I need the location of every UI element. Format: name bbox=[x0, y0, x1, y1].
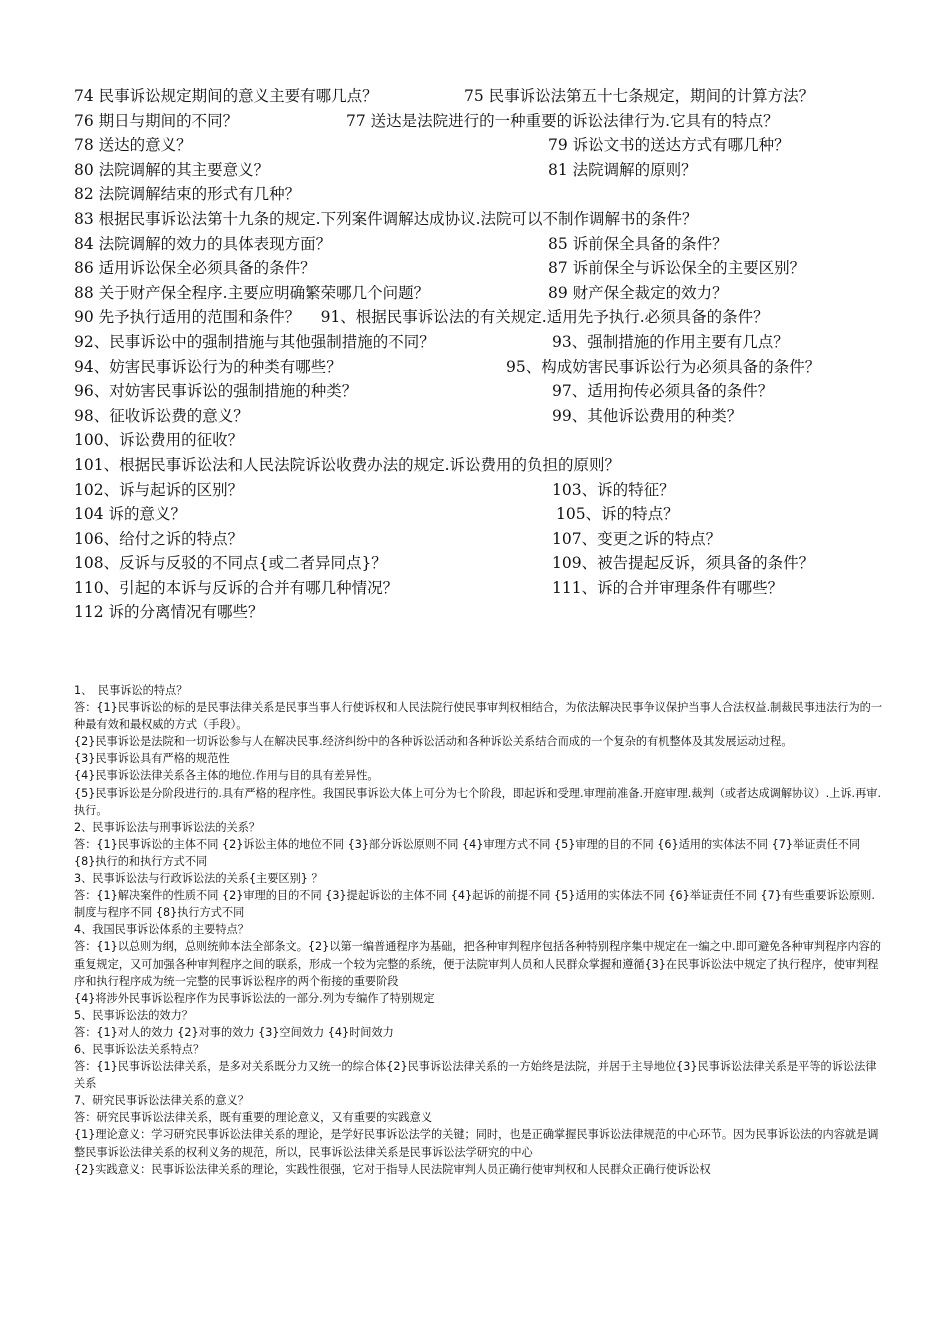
question-item: 99、其他诉讼费用的种类？ bbox=[552, 406, 743, 425]
question-item: 97、适用拘传必须具备的条件？ bbox=[552, 382, 774, 401]
question-item: 108、反诉与反驳的不同点{或二者异同点}？ bbox=[74, 554, 387, 573]
question-row bbox=[74, 207, 894, 232]
answer-heading: 6、民事诉讼法关系特点？ bbox=[74, 1042, 205, 1056]
question-item: 112 诉的分离情况有哪些？ bbox=[74, 603, 264, 622]
answer-text: 答：{1}对人的效力 {2}对事的效力 {3}空间效力 {4}时间效力 bbox=[74, 1025, 394, 1039]
question-item: 75 民事诉讼法第五十七条规定，期间的计算方法？ bbox=[464, 87, 815, 105]
answer-text: {4}民事诉讼法律关系各主体的地位.作用与目的具有差异性。 bbox=[74, 769, 379, 783]
answer-text: 答：{1}民事诉讼的主体不同 {2}诉讼主体的地位不同 {3}部分诉讼原则不同 {4}审理方式不同 {5}审理的目的不同 {6}适用的实体法不同 {7}举证责任不同 {8}执行的和执行方式不同 bbox=[74, 837, 861, 868]
question-list bbox=[74, 84, 894, 625]
answer-text: 答：{1}以总则为纲，总则统帅本法全部条文。{2}以第一编普通程序为基础，把各种审判程序包括各种特别程序集中规定在一编之中.即可避免各种审判程序内容的重复规定，又可加强各种审判程序之间的联系，形成一个较为完整的系统，便于法院审判人员和人民群众掌握和遵循{3}在民事诉讼法中规定了执行程序，使审判程序和执行程序成为统一完整的民事诉讼程序的两个衔接的重要阶段 bbox=[74, 940, 882, 988]
question-item: 89 财产保全裁定的效力？ bbox=[548, 283, 728, 302]
question-row bbox=[74, 527, 894, 552]
question-item: 88 关于财产保全程序.主要应明确繁荣哪几个问题？ bbox=[74, 283, 430, 302]
question-item: 98、征收诉讼费的意义？ bbox=[74, 406, 249, 425]
question-item: 93、强制措施的作用主要有几点？ bbox=[552, 332, 789, 351]
question-row bbox=[74, 453, 894, 478]
question-item: 110、引起的本诉与反诉的合并有哪几种情况？ bbox=[74, 578, 399, 597]
question-item: 92、民事诉讼中的强制措施与其他强制措施的不同？ bbox=[74, 332, 435, 351]
question-item: 85 诉前保全具备的条件？ bbox=[548, 234, 728, 253]
question-item: 79 诉讼文书的送达方式有哪几种？ bbox=[548, 136, 790, 155]
question-item-long: 90 先予执行适用的范围和条件？ 91、根据民事诉讼法的有关规定.适用先予执行.必须具备的条件？ bbox=[74, 308, 769, 327]
question-row bbox=[74, 133, 894, 158]
question-row bbox=[74, 158, 894, 183]
question-item: 80 法院调解的其主要意义？ bbox=[74, 160, 270, 179]
answer-heading: 4、我国民事诉讼体系的主要特点？ bbox=[74, 923, 249, 937]
question-item: 105、诉的特点？ bbox=[556, 505, 679, 524]
question-item: 101、根据民事诉讼法和人民法院诉讼收费办法的规定.诉讼费用的负担的原则？ bbox=[74, 455, 621, 474]
question-row bbox=[74, 478, 894, 503]
question-item: 81 法院调解的原则？ bbox=[548, 160, 697, 179]
question-row bbox=[74, 330, 894, 355]
question-row bbox=[74, 600, 894, 625]
answer-heading: 3、民事诉讼法与行政诉讼法的关系{主要区别} ？ bbox=[74, 872, 323, 886]
question-item: 84 法院调解的效力的具体表现方面？ bbox=[74, 234, 332, 253]
question-item: 106、给付之诉的特点？ bbox=[74, 529, 244, 548]
question-item: 74 民事诉讼规定期间的意义主要有哪几点？ bbox=[74, 87, 378, 105]
question-row bbox=[74, 182, 894, 207]
answer-heading: 7、研究民事诉讼法律关系的意义？ bbox=[74, 1094, 249, 1108]
question-item: 100、诉讼费用的征收？ bbox=[74, 431, 244, 450]
answer-text: 答：{1}民事诉讼法律关系，是多对关系既分力又统一的综合体{2}民事诉讼法律关系的一方始终是法院，并居于主导地位{3}民事诉讼法律关系是平等的诉讼法律关系 bbox=[74, 1060, 877, 1091]
question-row bbox=[74, 84, 894, 109]
question-row bbox=[74, 576, 894, 601]
question-item: 78 送达的意义？ bbox=[74, 136, 192, 155]
answer-text: {3}民事诉讼具有严格的规范性 bbox=[74, 752, 230, 766]
question-item: 111、诉的合并审理条件有哪些？ bbox=[552, 578, 784, 597]
answer-heading: 5、民事诉讼法的效力？ bbox=[74, 1008, 193, 1022]
answer-text: {5}民事诉讼是分阶段进行的.具有严格的程序性。我国民事诉讼大体上可分为七个阶段，即起诉和受理.审理前准备.开庭审理.裁判（或者达成调解协议）.上诉.再审.执行。 bbox=[74, 786, 882, 817]
answer-text: 答：研究民事诉讼法律关系，既有重要的理论意义，又有重要的实践意义 bbox=[74, 1111, 433, 1125]
question-item: 107、变更之诉的特点？ bbox=[552, 529, 722, 548]
answer-text: 答：{1}民事诉讼的标的是民事法律关系是民事当事人行使诉权和人民法院行使民事审判权相结合，为依法解决民事争议保护当事人合法权益.制裁民事违法行为的一种最有效和最权威的方式（手段）。 bbox=[74, 701, 883, 732]
question-row bbox=[74, 109, 894, 134]
question-item: 104 诉的意义？ bbox=[74, 505, 187, 524]
answer-text: {1}理论意义：学习研究民事诉讼法律关系的理论，是学好民事诉讼法学的关键；同时，也是正确掌握民事诉讼法律规范的中心环节。因为民事诉讼法的内容就是调整民事诉讼法律关系的权利义务的规范，所以，民事诉讼法律关系是民事诉讼法学研究的中心 bbox=[74, 1128, 879, 1159]
question-row bbox=[74, 281, 894, 306]
question-item: 96、对妨害民事诉讼的强制措施的种类？ bbox=[74, 382, 358, 401]
answer-text: {2}实践意义：民事诉讼法律关系的理论，实践性很强，它对于指导人民法院审判人员正确行使审判权和人民群众正确行使诉讼权 bbox=[74, 1162, 711, 1176]
question-row bbox=[74, 404, 894, 429]
question-row bbox=[74, 232, 894, 257]
answer-text: {4}将涉外民事诉讼程序作为民事诉讼法的一部分.列为专编作了特别规定 bbox=[74, 991, 435, 1005]
answer-text: {2}民事诉讼是法院和一切诉讼参与人在解决民事.经济纠纷中的各种诉讼活动和各种诉讼关系结合而成的一个复杂的有机整体及其发展运动过程。 bbox=[74, 735, 793, 749]
question-item: 86 适用诉讼保全必须具备的条件？ bbox=[74, 259, 316, 278]
question-row bbox=[74, 379, 894, 404]
question-item: 102、诉与起诉的区别？ bbox=[74, 480, 244, 499]
question-item: 82 法院调解结束的形式有几种？ bbox=[74, 185, 301, 204]
question-row bbox=[74, 428, 894, 453]
answer-heading: 2、民事诉讼法与刑事诉讼法的关系？ bbox=[74, 820, 261, 834]
question-row bbox=[74, 502, 894, 527]
question-item: 77 送达是法院进行的一种重要的诉讼法律行为.它具有的特点？ bbox=[346, 111, 779, 130]
question-item: 95、构成妨害民事诉讼行为必须具备的条件？ bbox=[506, 357, 821, 376]
question-row bbox=[74, 256, 894, 281]
question-item: 109、被告提起反诉，须具备的条件？ bbox=[552, 554, 815, 573]
answer-text: 答：{1}解决案件的性质不同 {2}审理的目的不同 {3}提起诉讼的主体不同 {4}起诉的前提不同 {5}适用的实体法不同 {6}举证责任不同 {7}有些重要诉讼原则.制度与程序不同 {8}执行方式不同 bbox=[74, 889, 875, 920]
answer-section bbox=[74, 682, 884, 1178]
question-item: 83 根据民事诉讼法第十九条的规定.下列案件调解达成协议.法院可以不制作调解书的条件？ bbox=[74, 209, 698, 228]
answer-heading: 1、 民事诉讼的特点？ bbox=[74, 684, 188, 697]
question-item: 76 期日与期间的不同？ bbox=[74, 111, 239, 130]
question-item: 87 诉前保全与诉讼保全的主要区别？ bbox=[548, 259, 806, 278]
question-row bbox=[74, 551, 894, 576]
question-item: 94、妨害民事诉讼行为的种类有哪些？ bbox=[74, 357, 342, 376]
question-row bbox=[74, 355, 894, 380]
question-item: 103、诉的特征？ bbox=[552, 480, 675, 499]
